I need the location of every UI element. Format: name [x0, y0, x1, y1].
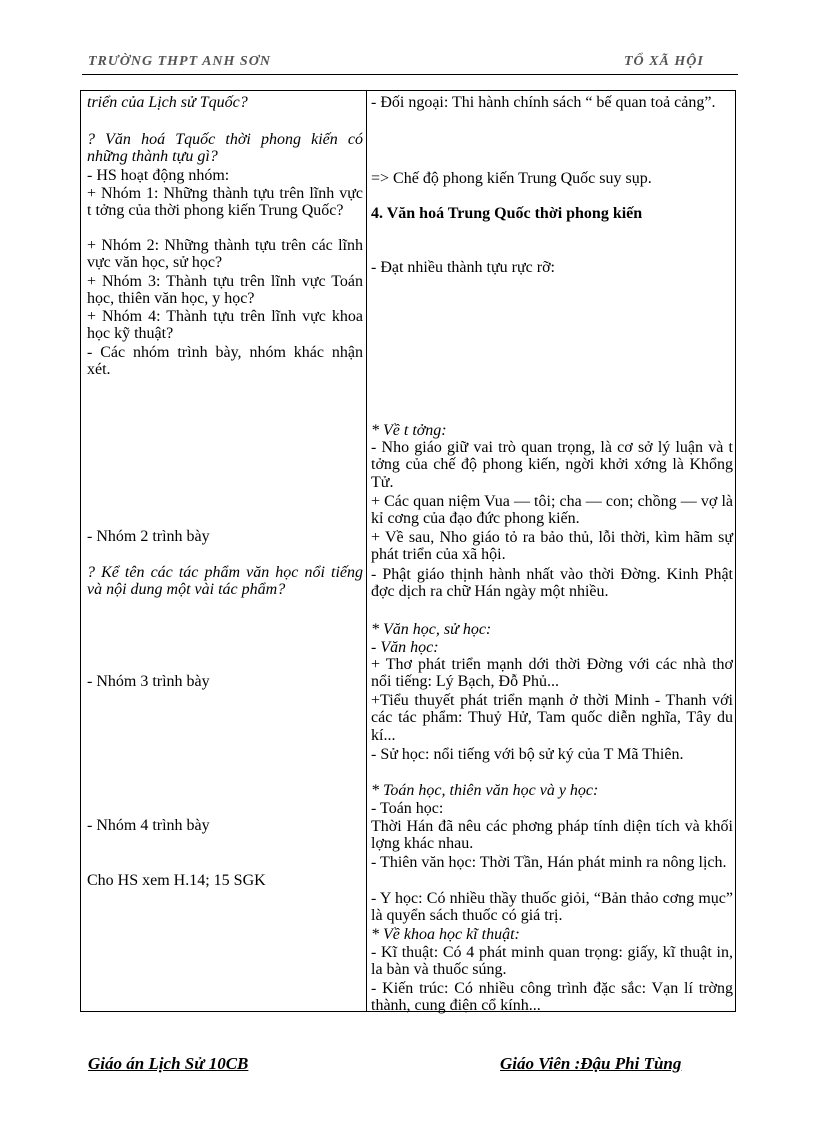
right-paragraph: +Tiểu thuyết phát triển mạnh ở thời Minh - Thanh với các tác phẩm: Thuỷ Hử, Tam quốc diễn nghĩa, Tây du kí...	[371, 692, 733, 744]
right-paragraph: - Đạt nhiều thành tựu rực rỡ:	[371, 259, 555, 276]
left-paragraph: + Nhóm 4: Thành tựu trên lĩnh vực khoa học kỹ thuật?	[87, 308, 363, 343]
column-divider	[366, 91, 367, 1011]
header-department: TỔ XÃ HỘI	[624, 54, 704, 69]
right-paragraph: - Nho giáo giữ vai trò quan trọng, là cơ sở lý luận và t tởng của chế độ phong kiến, ngời khởi xớng là Khổng Tử.	[371, 439, 733, 491]
left-paragraph: ? Văn hoá Tquốc thời phong kiến có những thành tựu gì?	[87, 131, 363, 166]
right-paragraph: - Y học: Có nhiều thầy thuốc giỏi, “Bản thảo cơng mục” là quyển sách thuốc có giá trị.	[371, 890, 733, 925]
left-paragraph: - HS hoạt động nhóm:	[87, 167, 230, 184]
right-paragraph: - Thiên văn học: Thời Tần, Hán phát minh ra nông lịch.	[371, 854, 727, 871]
right-paragraph: * Văn học, sử học:	[371, 621, 492, 638]
right-paragraph: Thời Hán đã nêu các phơng pháp tính diện tích và khối lợng khác nhau.	[371, 818, 733, 853]
footer-teacher: Giáo Viên :Đậu Phi Tùng	[500, 1054, 682, 1073]
right-paragraph: - Kĩ thuật: Có 4 phát minh quan trọng: giấy, kĩ thuật in, la bàn và thuốc súng.	[371, 944, 733, 979]
right-paragraph: + Thơ phát triển mạnh dới thời Đờng với các nhà thơ nổi tiếng: Lý Bạch, Đỗ Phủ...	[371, 656, 733, 691]
footer-lesson-plan: Giáo án Lịch Sử 10CB	[88, 1054, 249, 1073]
right-paragraph: * Về t tởng:	[371, 422, 447, 439]
left-paragraph: - Các nhóm trình bày, nhóm khác nhận xét.	[87, 344, 363, 379]
right-paragraph: * Về khoa học kĩ thuật:	[371, 926, 520, 943]
left-paragraph: - Nhóm 4 trình bày	[87, 817, 210, 834]
right-paragraph: + Về sau, Nho giáo tỏ ra bảo thủ, lỗi thời, kìm hãm sự phát triển của xã hội.	[371, 529, 733, 564]
lesson-table	[80, 90, 736, 1015]
right-paragraph: - Sử học: nổi tiếng với bộ sử ký của T Mã Thiên.	[371, 746, 684, 763]
right-paragraph: * Toán học, thiên văn học và y học:	[371, 782, 599, 799]
right-paragraph: - Văn học:	[371, 639, 439, 656]
right-paragraph: - Đối ngoại: Thi hành chính sách “ bế quan toả cảng”.	[371, 94, 716, 111]
right-paragraph: + Các quan niệm Vua — tôi; cha — con; chồng — vợ là kỉ cơng của đạo đức phong kiến.	[371, 493, 733, 528]
left-paragraph: - Nhóm 3 trình bày	[87, 673, 210, 690]
header-rule	[82, 74, 738, 75]
right-paragraph: - Kiến trúc: Có nhiều công trình đặc sắc: Vạn lí trờng thành, cung điện cổ kính...	[371, 980, 733, 1015]
left-paragraph: + Nhóm 1: Những thành tựu trên lĩnh vực t tởng của thời phong kiến Trung Quốc?	[87, 185, 363, 220]
left-paragraph: ? Kể tên các tác phẩm văn học nổi tiếng và nội dung một vài tác phẩm?	[87, 564, 363, 599]
left-paragraph: - Nhóm 2 trình bày	[87, 528, 210, 545]
header-school: TRƯỜNG THPT ANH SƠN	[88, 54, 271, 69]
right-paragraph: - Toán học:	[371, 800, 444, 817]
right-paragraph: - Phật giáo thịnh hành nhất vào thời Đờng. Kinh Phật đợc dịch ra chữ Hán ngày một nhiều.	[371, 566, 733, 601]
section-heading: 4. Văn hoá Trung Quốc thời phong kiến	[371, 205, 643, 222]
left-paragraph: Cho HS xem H.14; 15 SGK	[87, 872, 266, 889]
right-paragraph: => Chế độ phong kiến Trung Quốc suy sụp.	[371, 170, 652, 187]
left-paragraph: triển của Lịch sử Tquốc?	[87, 94, 248, 111]
left-paragraph: + Nhóm 3: Thành tựu trên lĩnh vực Toán học, thiên văn học, y học?	[87, 273, 363, 308]
left-paragraph: + Nhóm 2: Những thành tựu trên các lĩnh vực văn học, sử học?	[87, 237, 363, 272]
